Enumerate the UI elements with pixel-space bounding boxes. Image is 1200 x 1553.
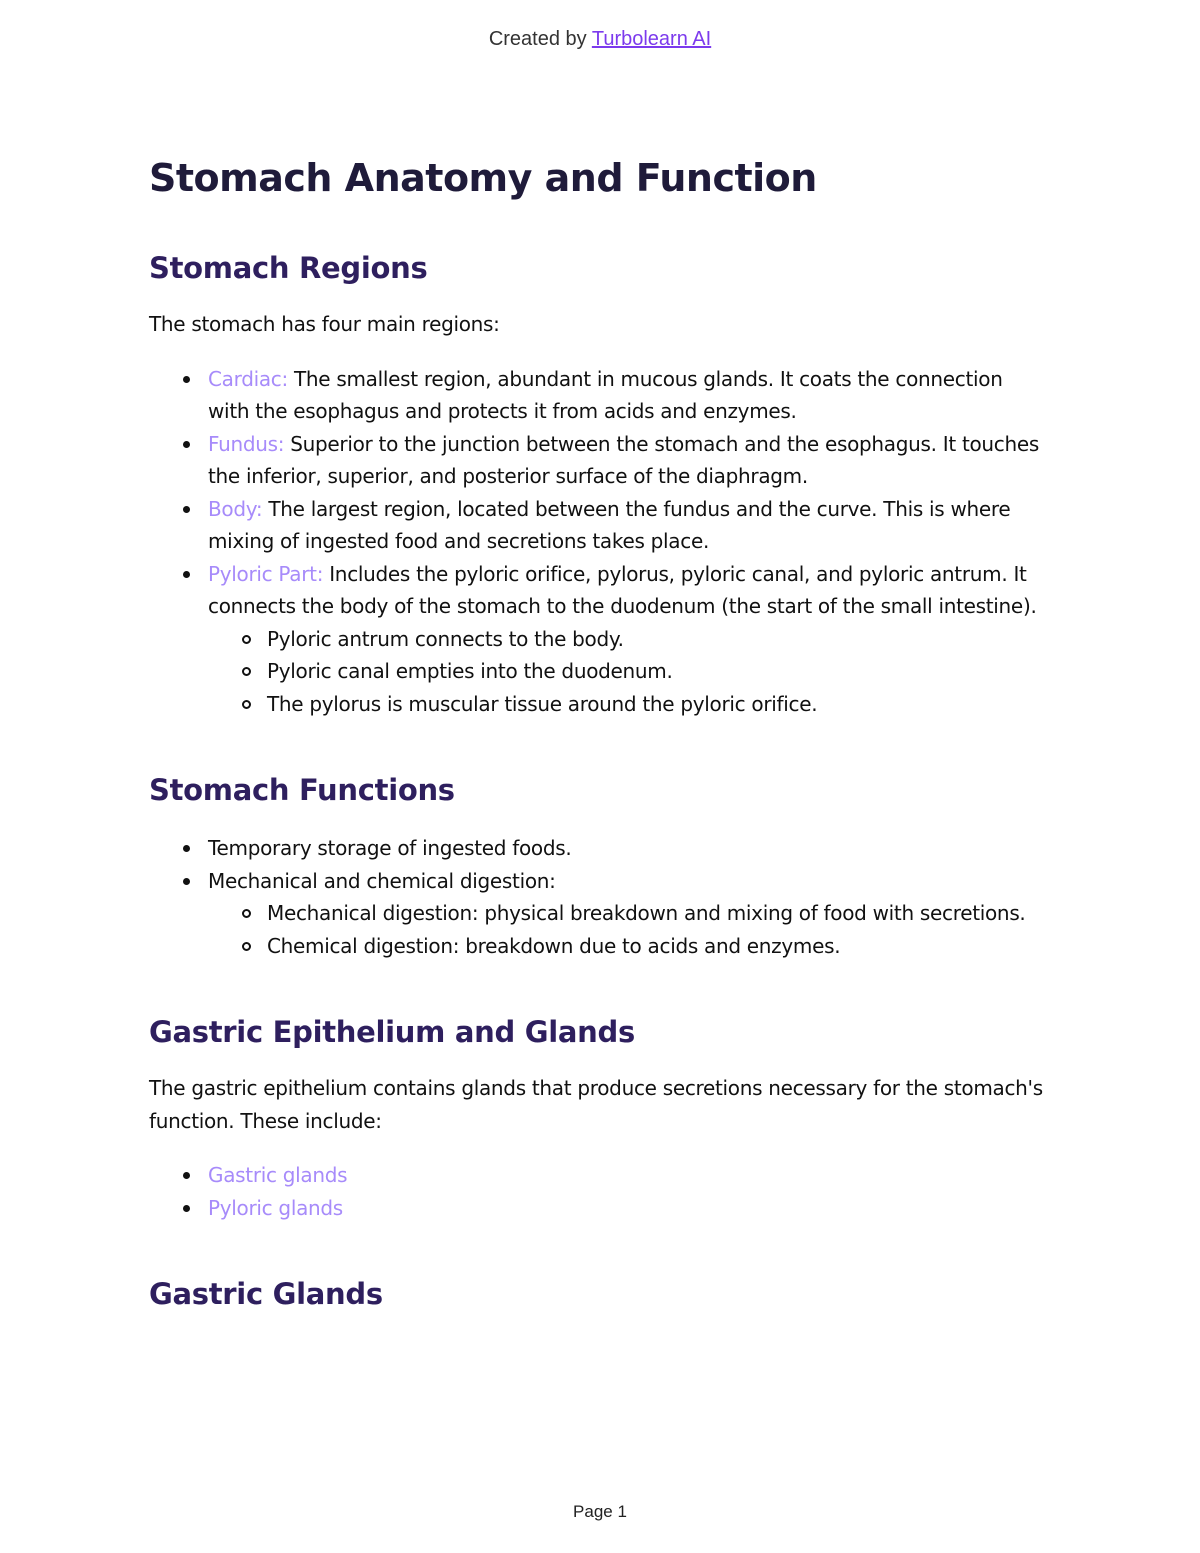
page-header	[0, 28, 1200, 51]
page-number: Page 1	[573, 1502, 627, 1521]
list-item	[149, 363, 1049, 428]
digestion-sublist	[208, 897, 1049, 962]
glands-list	[149, 1159, 1049, 1224]
document-body	[149, 150, 1049, 1314]
section-heading-functions: Stomach Functions	[149, 773, 455, 807]
sub-list-item: The pylorus is muscular tissue around the pyloric orifice.	[208, 688, 1049, 721]
regions-intro: The stomach has four main regions:	[149, 312, 500, 336]
item-text: Mechanical and chemical digestion:	[208, 868, 556, 893]
list-item	[149, 493, 1049, 558]
term-cardiac: Cardiac:	[208, 366, 288, 391]
sub-list-item: Pyloric canal empties into the duodenum.	[208, 655, 1049, 688]
list-item-gastric-glands[interactable]: Gastric glands	[149, 1159, 1049, 1192]
term-fundus: Fundus:	[208, 431, 285, 456]
list-item-pyloric-glands[interactable]: Pyloric glands	[149, 1192, 1049, 1225]
functions-list	[149, 832, 1049, 962]
page-footer	[0, 1502, 1200, 1522]
list-item	[149, 865, 1049, 963]
list-item	[149, 428, 1049, 493]
regions-list	[149, 363, 1049, 721]
pyloric-sublist	[208, 623, 1049, 721]
term-body: Body:	[208, 496, 263, 521]
section-heading-epithelium: Gastric Epithelium and Glands	[149, 1015, 635, 1049]
section-heading-gastric-glands: Gastric Glands	[149, 1277, 383, 1311]
page-title: Stomach Anatomy and Function	[149, 156, 817, 200]
epithelium-intro: The gastric epithelium contains glands that produce secretions necessary for the stomach's function. These include:	[149, 1076, 1043, 1133]
turbolearn-link[interactable]: Turbolearn AI	[591, 28, 712, 50]
sub-list-item: Chemical digestion: breakdown due to acids and enzymes.	[208, 930, 1049, 963]
item-text: Superior to the junction between the stomach and the esophagus. It touches the inferior, superior, and posterior surface of the diaphragm.	[208, 431, 1040, 488]
section-heading-regions: Stomach Regions	[149, 251, 428, 285]
list-item	[149, 558, 1049, 721]
term-pyloric-part: Pyloric Part:	[208, 561, 324, 586]
item-text: Includes the pyloric orifice, pylorus, pyloric canal, and pyloric antrum. It connects the body of the stomach to the duodenum (the start of the small intestine).	[208, 561, 1037, 618]
list-item: Temporary storage of ingested foods.	[149, 832, 1049, 865]
item-text: The smallest region, abundant in mucous glands. It coats the connection with the esophagus and protects it from acids and enzymes.	[208, 366, 1003, 423]
sub-list-item: Mechanical digestion: physical breakdown and mixing of food with secretions.	[208, 897, 1049, 930]
header-prefix: Created by	[488, 28, 587, 50]
item-text: The largest region, located between the fundus and the curve. This is where mixing of ingested food and secretions takes place.	[208, 496, 1011, 553]
sub-list-item: Pyloric antrum connects to the body.	[208, 623, 1049, 656]
